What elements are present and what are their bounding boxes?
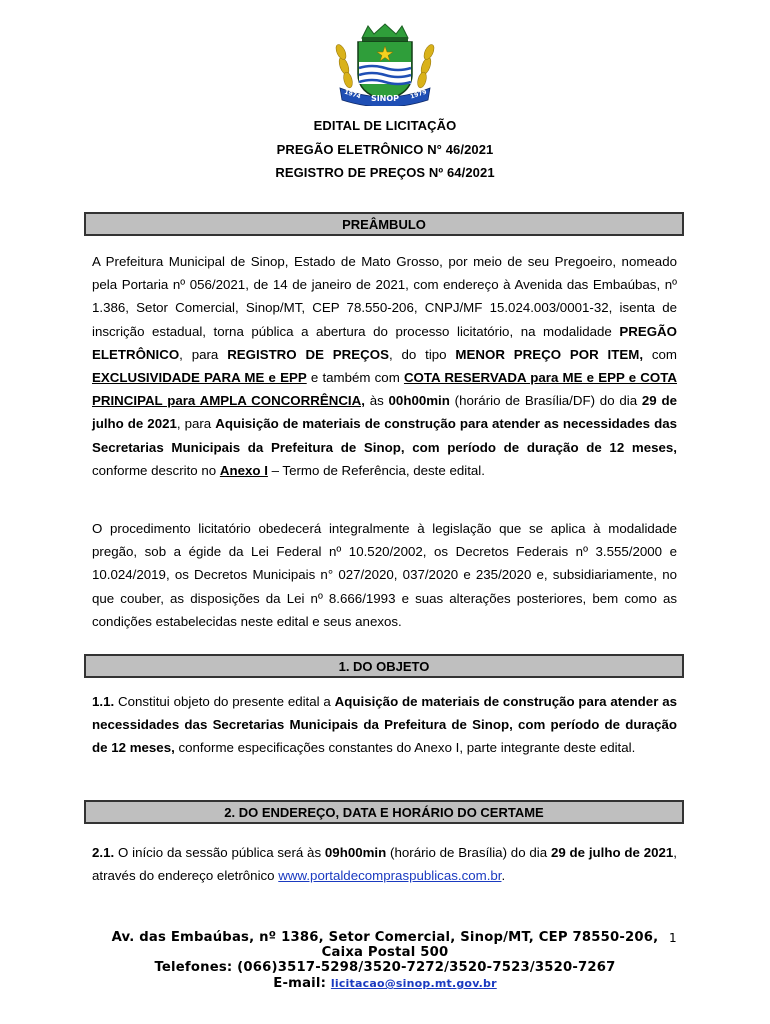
section-header-objeto: 1. DO OBJETO (84, 654, 684, 678)
preambulo-paragraph-1: A Prefeitura Municipal de Sinop, Estado de Mato Grosso, por meio de seu Pregoeiro, nomeado pela Portaria nº 056/2021, de 14 de janeiro de 2021, com endereço à Avenida das Embaúbas, nº 1.386, Setor Comercial, Sinop/MT, CEP 78.550-206, CNPJ/MF 15.024.003/0001-32, isenta de inscrição estadual, torna pública a abertura do processo licitatório, na modalidade PREGÃO ELETRÔNICO, para REGISTRO DE PREÇOS, do tipo MENOR PREÇO POR ITEM, com EXCLUSIVIDADE PARA ME e EPP e também com COTA RESERVADA para ME e EPP e COTA PRINCIPAL para AMPLA CONCORRÊNCIA, às 00h00min (horário de Brasília/DF) do dia 29 de julho de 2021, para Aquisição de materiais de construção para atender as necessidades das Secretarias Municipais da Prefeitura de Sinop, com período de duração de 12 meses, conforme descrito no Anexo I – Termo de Referência, deste edital. (92, 254, 678, 478)
footer-address: Av. das Embaúbas, nº 1386, Setor Comercial, Sinop/MT, CEP 78550-206, (111, 930, 659, 945)
footer-phones: Telefones: (066)3517-5298/3520-7272/3520-7523/3520-7267 (154, 960, 616, 975)
endereco-paragraph: 2.1. O início da sessão pública será às 09h00min (horário de Brasília) do dia 29 de julho de 2021, através do endereço eletrônico www.portaldecompraspublicas.com.br. (92, 845, 677, 884)
document-title: EDITAL DE LICITAÇÃO (313, 118, 457, 133)
page-number: 1 (669, 931, 677, 945)
svg-text:1974: 1974 (343, 88, 362, 101)
registry-number: REGISTRO DE PREÇOS Nº 64/2021 (275, 165, 495, 180)
svg-text:SINOP: SINOP (370, 94, 400, 103)
email-link[interactable]: licitacao@sinop.mt.gov.br (330, 977, 497, 990)
footer-email-line (0, 976, 770, 992)
portal-link[interactable]: www.portaldecompraspublicas.com.br (278, 868, 502, 884)
section-header-endereco: 2. DO ENDEREÇO, DATA E HORÁRIO DO CERTAME (84, 800, 684, 824)
svg-text:1979: 1979 (409, 88, 428, 101)
footer-email-label: E-mail: (273, 976, 331, 991)
footer-postbox: Caixa Postal 500 (321, 945, 449, 960)
municipal-crest-logo (328, 22, 442, 106)
section-header-preambulo: PREÂMBULO (84, 212, 684, 236)
process-number: PREGÃO ELETRÔNICO N° 46/2021 (276, 142, 494, 157)
preambulo-paragraph-2: O procedimento licitatório obedecerá integralmente à legislação que se aplica à modalidade pregão, sob a égide da Lei Federal nº 10.520/2002, os Decretos Federais nº 3.555/2000 e 10.024/2019, os Decretos Municipais n° 027/2020, 037/2020 e 235/2020 e, subsidiariamente, no que couber, as disposições da Lei nº 8.666/1993 e suas alterações posteriores, bem como as condições estabelecidas neste edital e seus anexos. (92, 521, 677, 629)
objeto-paragraph: 1.1. Constitui objeto do presente edital a Aquisição de materiais de construção para atender as necessidades das Secretarias Municipais da Prefeitura de Sinop, com período de duração de 12 meses, conforme especificações constantes do Anexo I, parte integrante deste edital. (92, 694, 677, 756)
